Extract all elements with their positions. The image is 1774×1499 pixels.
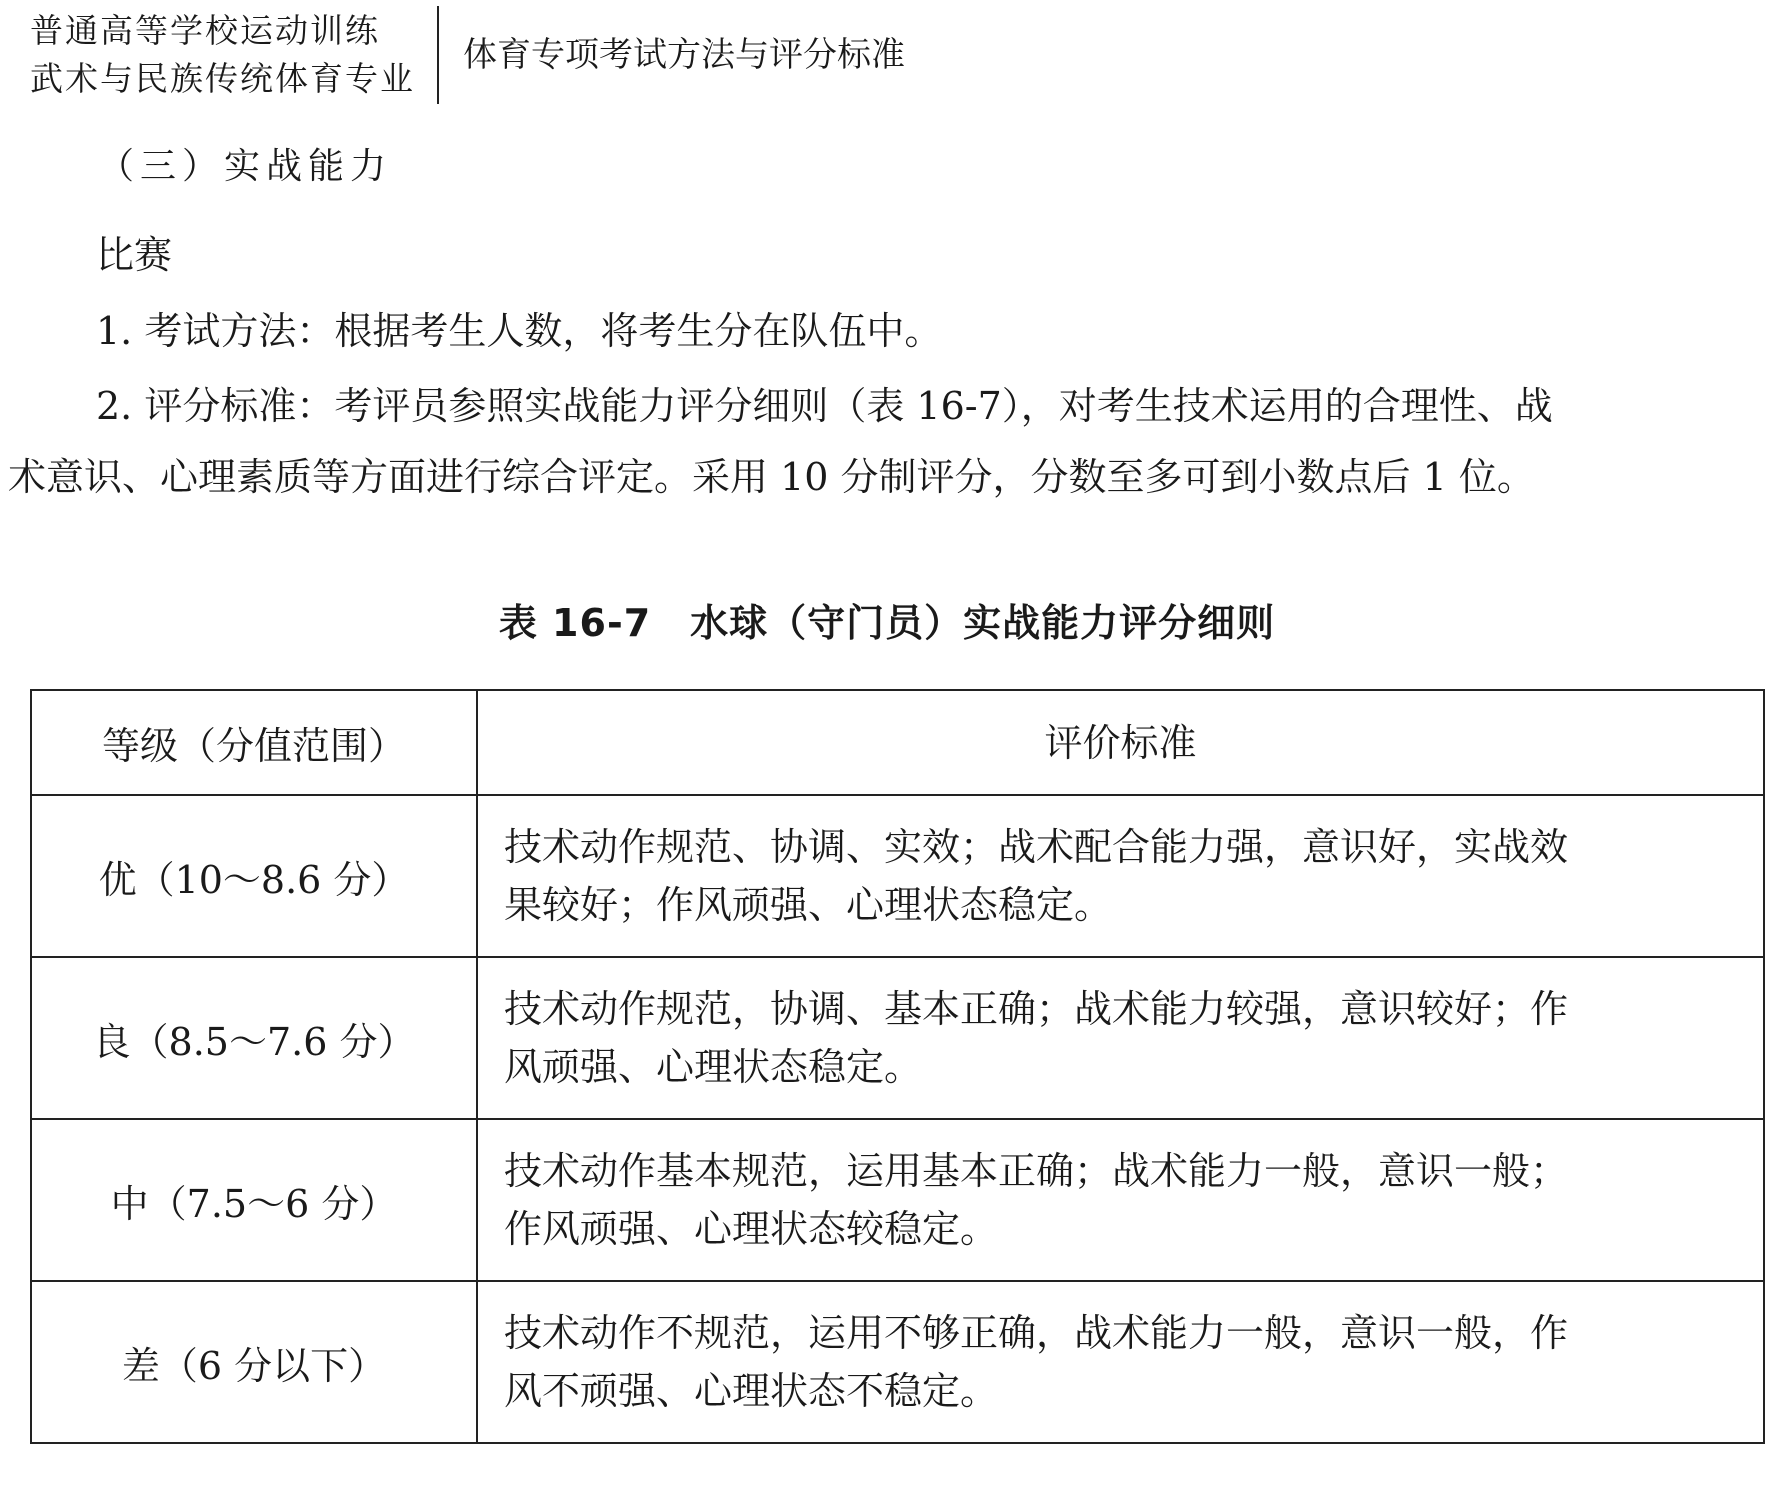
match-label: 比赛 (96, 233, 173, 277)
scoring-standard-line1: 2. 评分标准：考评员参照实战能力评分细则（表 16-7），对考生技术运用的合理性、战 (96, 384, 1553, 428)
header-book-line2: 武术与民族传统体育专业 (30, 59, 415, 98)
page-header (30, 6, 905, 104)
grade-cell: 良（8.5～7.6 分） (31, 957, 477, 1119)
criteria-line: 果较好；作风顽强、心理状态稳定。 (504, 883, 1113, 927)
criteria-line: 技术动作基本规范，运用基本正确；战术能力一般，意识一般； (504, 1149, 1569, 1193)
criteria-cell (477, 957, 1764, 1119)
criteria-line: 风不顽强、心理状态不稳定。 (504, 1369, 999, 1413)
criteria-line: 作风顽强、心理状态较稳定。 (504, 1207, 999, 1251)
criteria-line: 技术动作不规范，运用不够正确，战术能力一般，意识一般，作 (504, 1311, 1569, 1355)
table-row (31, 1119, 1764, 1281)
criteria-cell (477, 1281, 1764, 1443)
grade-cell: 中（7.5～6 分） (31, 1119, 477, 1281)
grade-cell: 优（10～8.6 分） (31, 795, 477, 957)
table-row (31, 1281, 1764, 1443)
table-row (31, 957, 1764, 1119)
scoring-table (30, 689, 1765, 1444)
table-header-grade: 等级（分值范围） (31, 690, 477, 795)
table-title: 表 16-7 水球（守门员）实战能力评分细则 (498, 601, 1276, 645)
header-chapter-title: 体育专项考试方法与评分标准 (463, 34, 905, 75)
table-header-row (31, 690, 1764, 795)
scoring-standard-line2: 术意识、心理素质等方面进行综合评定。采用 10 分制评分，分数至多可到小数点后 1 位。 (8, 455, 1535, 499)
table-header-criteria: 评价标准 (477, 690, 1764, 795)
table-row (31, 795, 1764, 957)
criteria-cell (477, 1119, 1764, 1281)
criteria-cell (477, 795, 1764, 957)
criteria-line: 风顽强、心理状态稳定。 (504, 1045, 923, 1089)
criteria-line: 技术动作规范、协调、实效；战术配合能力强，意识好，实战效 (504, 825, 1569, 869)
header-book-line1: 普通高等学校运动训练 (30, 11, 380, 50)
criteria-line: 技术动作规范，协调、基本正确；战术能力较强，意识较好；作 (504, 987, 1569, 1031)
subsection-title: （三）实战能力 (98, 146, 393, 187)
exam-method-paragraph: 1. 考试方法：根据考生人数，将考生分在队伍中。 (96, 309, 943, 353)
header-book-info (30, 6, 439, 104)
grade-cell: 差（6 分以下） (31, 1281, 477, 1443)
